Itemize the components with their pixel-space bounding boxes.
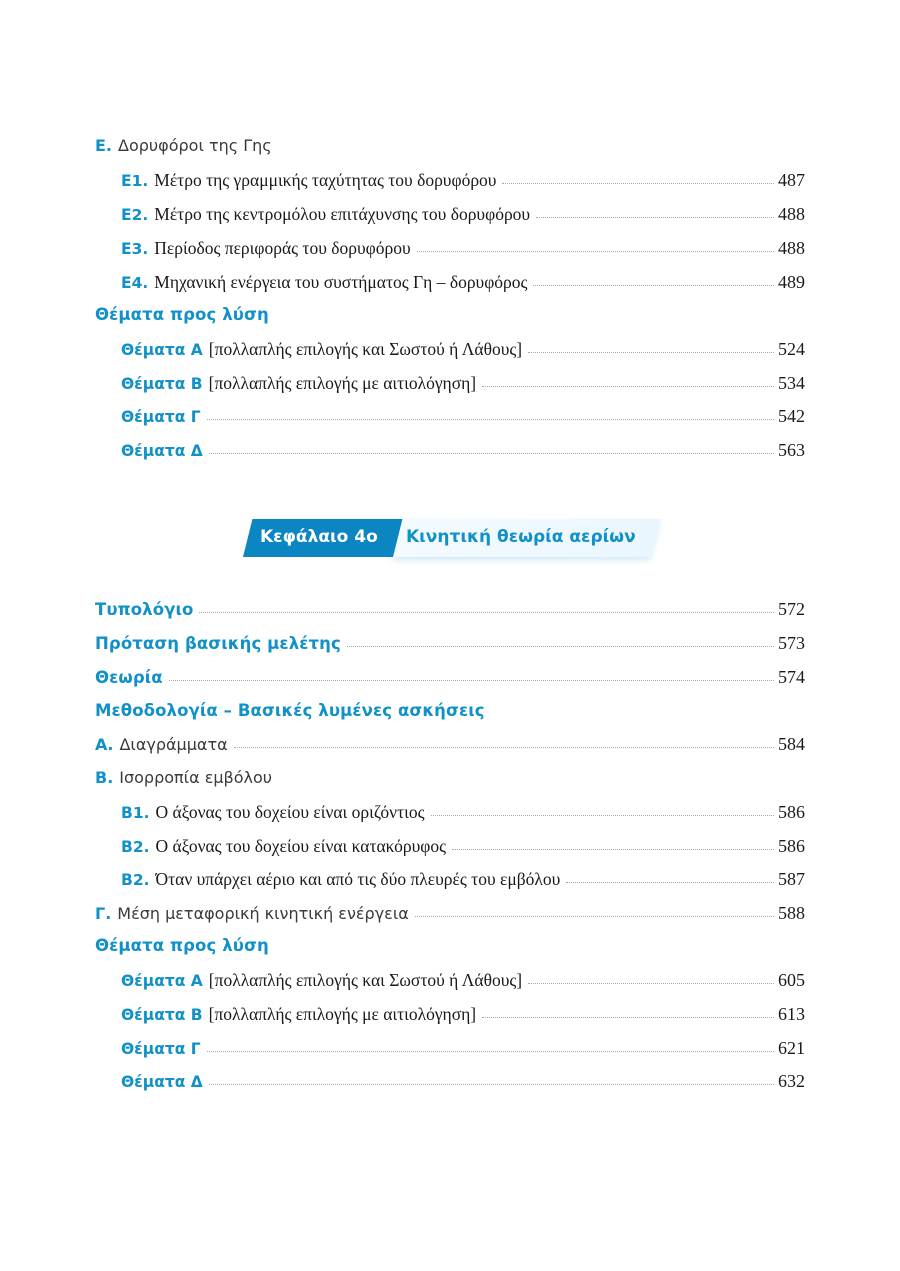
toc-entry[interactable] [0,204,900,230]
toc-entry[interactable] [0,633,900,659]
exercise-label: Θέματα Α [121,972,203,990]
exercises-title: Θέματα προς λύση [95,936,269,955]
toc-entry[interactable] [0,869,900,895]
entry-title: Πρόταση βασικής μελέτης [95,634,341,653]
entry-title: Μέτρο της γραμμικής ταχύτητας του δορυφόρου [154,170,497,190]
page-number: 542 [778,406,805,426]
toc-entry[interactable] [0,1071,900,1097]
methodology-title: Μεθοδολογία – Βασικές λυμένες ασκήσεις [95,701,485,720]
toc-entry[interactable] [0,272,900,298]
page-number: 534 [778,373,805,393]
toc-methodology-heading[interactable] [0,701,900,727]
entry-number: Ε4. [121,274,149,292]
page-number: 574 [778,667,805,687]
dot-leader [209,452,774,454]
page-number: 632 [778,1071,805,1091]
dot-leader [566,881,774,883]
toc-entry[interactable] [0,1004,900,1030]
dot-leader [528,982,774,984]
exercise-desc: [πολλαπλής επιλογής και Σωστού ή Λάθους] [208,339,523,359]
dot-leader [209,1083,774,1085]
entry-title: Ο άξονας του δοχείου είναι οριζόντιος [155,802,425,822]
entry-number: Ε1. [121,172,149,190]
toc-entry[interactable] [0,836,900,862]
exercises-title: Θέματα προς λύση [95,305,269,324]
page-number: 605 [778,970,805,990]
toc-entry[interactable] [0,339,900,365]
section-title: Μέση μεταφορική κινητική ενέργεια [117,904,409,923]
dot-leader [482,1016,774,1018]
section-letter: Γ. [95,904,112,923]
page-number: 488 [778,238,805,258]
dot-leader [347,645,774,647]
toc-entry[interactable] [0,802,900,828]
chapter-label: Κεφάλαιο 4ο [260,527,378,547]
page-number: 563 [778,440,805,460]
section-letter: Β. [95,768,114,787]
section-letter: Ε. [95,136,113,155]
entry-title: Περίοδος περιφοράς του δορυφόρου [154,238,411,258]
dot-leader [207,418,774,420]
page-number: 587 [778,869,805,889]
entry-title: Όταν υπάρχει αέριο και από τις δύο πλευρές του εμβόλου [155,869,561,889]
dot-leader [207,1050,774,1052]
chapter-title: Κινητική θεωρία αερίων [406,527,636,547]
dot-leader [533,284,774,286]
exercise-label: Θέματα Γ [121,1040,201,1058]
toc-entry[interactable] [0,406,900,432]
exercise-label: Θέματα Δ [121,442,203,460]
dot-leader [199,611,774,613]
toc-exercises-heading[interactable] [0,936,900,962]
toc-section-b[interactable] [0,768,900,794]
section-letter: Α. [95,735,114,754]
toc-section-a[interactable] [0,734,900,760]
entry-number: Β1. [121,804,150,822]
toc-section-g[interactable] [0,903,900,929]
entry-title: Τυπολόγιο [95,600,194,619]
page-number: 524 [778,339,805,359]
exercise-label: Θέματα Δ [121,1073,203,1091]
entry-number: Ε2. [121,206,149,224]
dot-leader [431,814,774,816]
toc-entry[interactable] [0,170,900,196]
dot-leader [415,915,774,917]
toc-entry[interactable] [0,599,900,625]
dot-leader [482,385,774,387]
page-number: 588 [778,903,805,923]
section-title: Δορυφόροι της Γης [118,136,272,155]
dot-leader [169,679,774,681]
toc-exercises-heading[interactable] [0,305,900,331]
exercise-label: Θέματα Α [121,341,203,359]
dot-leader [536,216,774,218]
dot-leader [234,746,774,748]
page-number: 487 [778,170,805,190]
toc-entry[interactable] [0,440,900,466]
entry-title: Θεωρία [95,668,163,687]
exercise-desc: [πολλαπλής επιλογής και Σωστού ή Λάθους] [208,970,523,990]
entry-title: Μηχανική ενέργεια του συστήματος Γη – δορυφόρος [154,272,528,292]
dot-leader [502,182,774,184]
entry-number: Ε3. [121,240,149,258]
dot-leader [417,250,774,252]
entry-title: Μέτρο της κεντρομόλου επιτάχυνσης του δορυφόρου [154,204,531,224]
toc-entry[interactable] [0,970,900,996]
toc-entry[interactable] [0,373,900,399]
page-number: 621 [778,1038,805,1058]
entry-number: Β2. [121,871,150,889]
dot-leader [528,351,774,353]
toc-entry[interactable] [0,1038,900,1064]
exercise-label: Θέματα Β [121,1006,203,1024]
exercise-desc: [πολλαπλής επιλογής με αιτιολόγηση] [208,1004,477,1024]
dot-leader [452,848,774,850]
toc-entry[interactable] [0,667,900,693]
page-number: 586 [778,836,805,856]
section-title: Διαγράμματα [119,735,228,754]
exercise-label: Θέματα Γ [121,408,201,426]
entry-number: Β2. [121,838,150,856]
page-number: 572 [778,599,805,619]
chapter-banner [243,519,663,557]
toc-section-e[interactable] [0,136,900,162]
toc-entry[interactable] [0,238,900,264]
exercise-label: Θέματα Β [121,375,203,393]
entry-title: Ο άξονας του δοχείου είναι κατακόρυφος [155,836,447,856]
page-number: 488 [778,204,805,224]
page-number: 586 [778,802,805,822]
page-number: 573 [778,633,805,653]
section-title: Ισορροπία εμβόλου [119,768,273,787]
page-number: 584 [778,734,805,754]
page-number: 613 [778,1004,805,1024]
page-number: 489 [778,272,805,292]
exercise-desc: [πολλαπλής επιλογής με αιτιολόγηση] [208,373,477,393]
